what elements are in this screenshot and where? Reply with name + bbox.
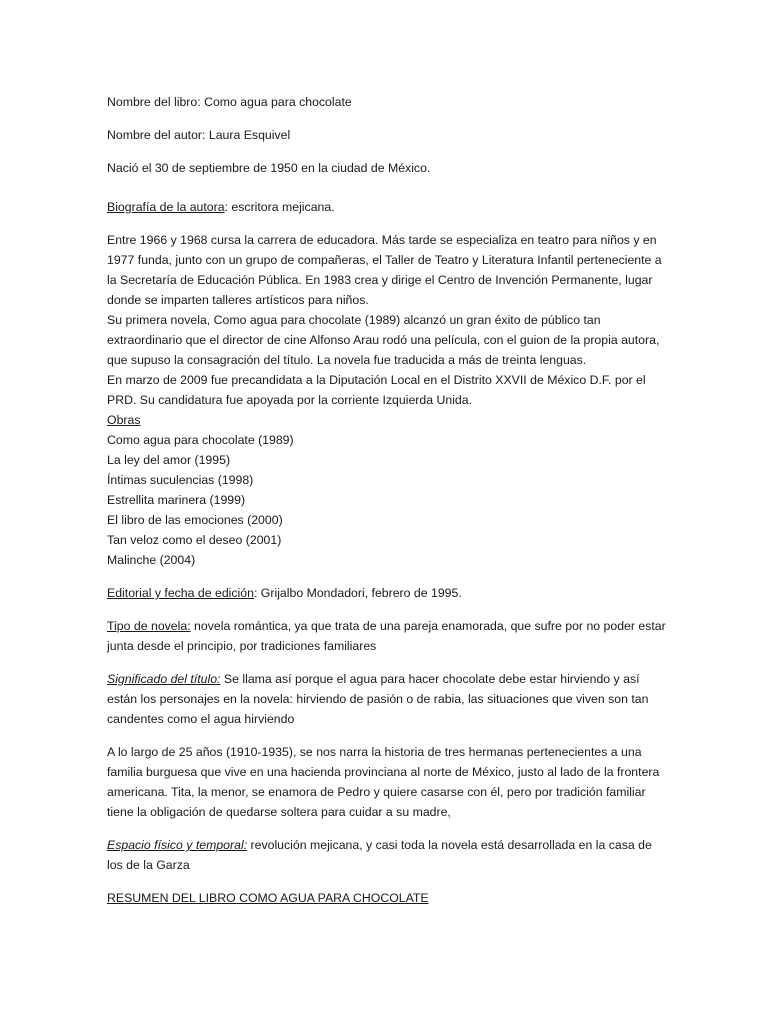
works-item: Como agua para chocolate (1989)	[107, 433, 294, 447]
works-item: Tan veloz como el deseo (2001)	[107, 533, 282, 547]
politics-paragraph: En marzo de 2009 fue precandidata a la Diputación Local en el Distrito XXVII de México D.F. por el PRD. Su candidatura fue apoyada por la corriente Izquierda Unida.	[107, 373, 646, 407]
works-item: La ley del amor (1995)	[107, 453, 231, 467]
document-page	[107, 92, 667, 921]
works-item: El libro de las emociones (2000)	[107, 513, 283, 527]
title-meaning-paragraph	[107, 669, 667, 729]
space-time-label: Espacio físico y temporal:	[107, 838, 248, 852]
biography-value: : escritora mejicana.	[224, 200, 335, 214]
works-section	[107, 410, 667, 570]
editorial-label: Editorial y fecha de edición	[107, 586, 254, 600]
author-name-value: Laura Esquivel	[208, 128, 291, 142]
title-meaning-value: Se llama así porque el agua para hacer chocolate debe estar hirviendo y así están los personajes en la novela: hirviendo de pasión o de rabia, las situaciones que viven son tan candentes como el agua hirviendo	[107, 672, 649, 726]
works-item: Íntimas suculencias (1998)	[107, 473, 254, 487]
bio-paragraph: Entre 1966 y 1968 cursa la carrera de educadora. Más tarde se especializa en teatro para niños y en 1977 funda, junto con un grupo de compañeras, el Taller de Teatro y Literatura Infantil perteneciente a la Secretaría de Educación Pública. En 1983 crea y dirige el Centro de Invención Permanente, lugar donde se imparten talleres artísticos para niños.	[107, 233, 662, 307]
works-item: Estrellita marinera (1999)	[107, 493, 246, 507]
book-name-value: Como agua para chocolate	[204, 95, 352, 109]
space-time-paragraph	[107, 835, 667, 875]
summary-intro-paragraph: A lo largo de 25 años (1910-1935), se nos narra la historia de tres hermanas pertenecientes a una familia burguesa que vive en una hacienda provinciana al norte de México, justo al lado de la frontera americana. Tita, la menor, se enamora de Pedro y quiere casarse con él, pero por tradición familiar tiene la obligación de quedarse soltera para cuidar a su madre,	[107, 745, 660, 819]
novel-paragraph: Su primera novela, Como agua para chocolate (1989) alcanzó un gran éxito de público tan extraordinario que el director de cine Alfonso Arau rodó una película, con el guion de la propia autora, que supuso la consagración del título. La novela fue traducida a más de treinta lenguas.	[107, 313, 660, 367]
works-heading: Obras	[107, 413, 141, 427]
space-time-value: revolución mejicana, y casi toda la novela está desarrollada en la casa de los de la Garza	[107, 838, 652, 872]
works-item: Malinche (2004)	[107, 553, 196, 567]
book-name-line	[107, 92, 667, 112]
novel-type-value: novela romántica, ya que trata de una pareja enamorada, que sufre por no poder estar junta desde el principio, por tradiciones familiares	[107, 619, 666, 653]
novel-type-paragraph	[107, 616, 667, 656]
author-name-line	[107, 125, 667, 145]
editorial-line	[107, 583, 667, 603]
novel-type-label: Tipo de novela:	[107, 619, 191, 633]
summary-heading: RESUMEN DEL LIBRO COMO AGUA PARA CHOCOLATE	[107, 891, 429, 905]
author-name-label: Nombre del autor:	[107, 128, 206, 142]
biography-line	[107, 197, 667, 217]
book-name-label: Nombre del libro:	[107, 95, 201, 109]
editorial-value: : Grijalbo Mondadori, febrero de 1995.	[253, 586, 462, 600]
title-meaning-label: Significado del título:	[107, 672, 221, 686]
birth-line: Nació el 30 de septiembre de 1950 en la ciudad de México.	[107, 161, 431, 175]
biography-label: Biografía de la autora	[107, 200, 225, 214]
